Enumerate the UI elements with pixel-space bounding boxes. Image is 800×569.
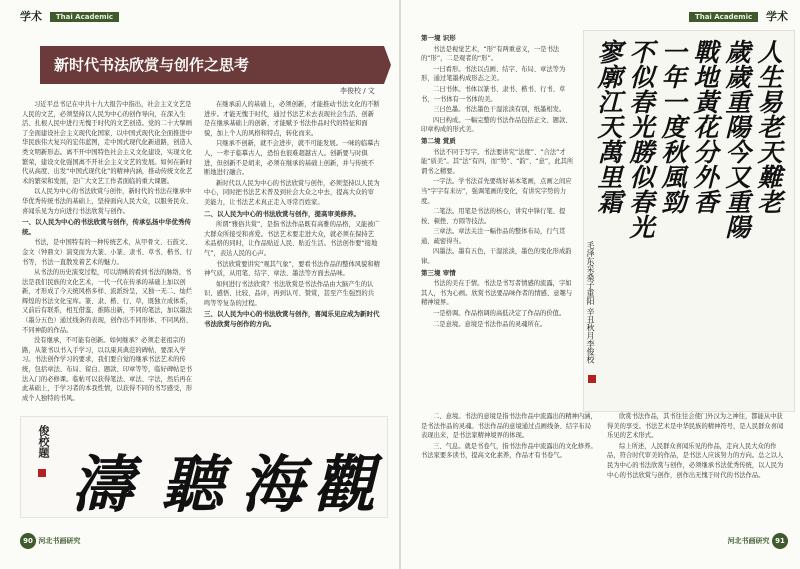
scroll-column: 寥廓江天萬里霜	[594, 39, 623, 214]
paragraph: 所谓“雅俗共赏”，是指书法作品既有高雅的品格，又能被广大群众所接受和喜爱。书法艺术要走进大众，就必须在保持艺术品格的同时，让作品贴近人民、贴近生活。书法创作要“接地气”，表达人民的心声。	[204, 221, 380, 257]
paragraph: 书法的美在于情。书法是书写者情感的流露，字如其人，书为心画。欣赏书法要品味作者的情感、意趣与精神境界。	[421, 280, 573, 307]
left-footer-label: 河北书画研究	[38, 537, 81, 545]
calligraphy-char: 觀	[313, 448, 376, 518]
right-page	[401, 0, 800, 569]
red-seal-stamp	[38, 469, 46, 477]
scroll-column: 人生易老天難老	[754, 39, 783, 214]
paragraph: 如何进行书法欣赏？书法欣赏是书法作品由大脑产生的认识、感悟、比较、品评，再到认可、赞赏，甚至产生强烈的共鸣等等复杂的过程。	[204, 280, 375, 307]
section-heading: 二、以人民为中心的书法欣赏与创作，提高审美修养。	[204, 209, 360, 218]
right-footer	[728, 533, 788, 551]
right-footer-label: 河北书画研究	[727, 537, 770, 545]
section-heading: 三、以人民为中心的书法欣赏与创作，喜闻乐见应成为新时代书法欣赏与创作的方向。	[204, 310, 380, 329]
paragraph: 从书法的历史演变过程，可以清晰的看到书法的脉络，书法是我们民族的文化艺术，一代一代在传承的基础上加以创新，才形成了今天统风格多样、流派纷呈，又独一无二、灿烂辉煌的书法文化宝库。篆、隶、楷、行、草，既独立成体系，又前后有联系，相互借鉴，推陈出新，不同的笔法，加以墨法（墨分五色）通过线条的表现，创作出不同形体、不同风格、不同神韵的作品。	[22, 269, 193, 334]
paragraph: 欣赏书法作品，其书往往会使门外汉为之神往，都能从中获得美的享受。书法艺术是中华民族的精神符号，是人民群众喜闻乐见的艺术形式。	[607, 413, 784, 440]
paragraph: 二、意境。书法的意境是指书法作品中流露出的精神内涵，是书法作品的灵魂。书法作品的意境通过点画线条、结字布局表现出来，是书法家精神境界的体现。	[421, 413, 597, 440]
left-column-2	[204, 100, 380, 412]
paragraph: 四墨法。墨有五色，干湿浓淡，墨色的变化形成韵律。	[421, 248, 572, 266]
paragraph: 二是意境。意境是书法作品的灵魂所在。	[433, 320, 547, 328]
paragraph: 三、气息。就是书卷气，指书法作品中流露出的文化修养。书法家要多读书，提高文化素养，作品才有书卷气。	[421, 442, 597, 460]
section-heading: 第一境 识形	[421, 34, 456, 42]
right-bottom-column-1	[421, 412, 597, 528]
paragraph: 习近平总书记在中共十九大报告中指出，社会主义文艺是人民的文艺，必须坚持以人民为中心的创作导向，在深入生活、扎根人民中进行无愧于时代的文艺创造。党的二十大擘画了全面建设社会主义现代化国家、以中国式现代化全面推进中华民族伟大复兴的宏伟蓝图，走中国式现代化新道路，创造人类文明新形态。离不开中国特色社会主义文化建设，实现文化繁荣，建设文化强国离不开社会主义文艺的发展。如何在新时代从高度、出发“中国式现代化”的精神内涵，推动传统文化艺术的繁荣和发展，是广大文艺工作者面临的重大课题。	[22, 101, 193, 185]
calligraphy-char: 濤	[71, 448, 134, 518]
right-section-tag: Thai Academic	[689, 12, 758, 22]
paragraph: 书法是视觉艺术，“形”有两重意义，一是书法的“形”，二是观者的“形”。	[421, 45, 560, 63]
paragraph: 以人民为中心的书法欣赏与创作，新时代的书法在继承中华优秀传统书法的基础上，坚持面向人民大众，以服务民众、喜闻乐见为方向进行书法欣赏与创作。	[22, 188, 193, 215]
paragraph: 在继承前人的基础上，必须创新，才能推动书法文化的不断进步。才能无愧于时代，通过书法艺术去表现社会生活、创新是在继承基础上的创新，才能赋予书法作品时代的特征和面貌，加上个人的风格和特点，转化而来。	[204, 101, 380, 137]
left-header	[20, 8, 123, 26]
article-author: 李俊校 / 文	[340, 87, 375, 95]
calligraphy-scroll	[583, 30, 795, 412]
left-footer	[20, 533, 80, 551]
left-page	[0, 0, 399, 569]
right-column-1	[421, 32, 577, 404]
red-seal-stamp	[588, 375, 596, 383]
paragraph: 一曰看形。书法以点画、结字、布局、章法等为形，通过笔墨构成形态之美。	[421, 65, 566, 83]
paragraph: 二笔法。用笔是书法的核心，讲究中锋行笔、提按、顿挫、方圆等技法。	[421, 208, 566, 225]
section-heading: 一、以人民为中心的书法欣赏与创作，传承弘扬中华优秀传统。	[22, 218, 191, 236]
paragraph: 只继承不创新，就不会进步，就不可能发展。一味的临摹古人，一辈子临摹古人，恐怕也很难超越古人。创新要与时俱进，但创新不是胡来，必须在继承的基础上创新，并与传统不断地进行融合。	[204, 140, 380, 177]
paragraph: 一字法。学书法首先要练好基本笔画，点画之间应当“字字有来历”，强调笔画的变化，有讲究字势的力度。	[421, 178, 572, 205]
calligraphy-char: 海	[241, 448, 304, 518]
paragraph: 新时代以人民为中心的书法欣赏与创作，必须坚持以人民为中心，同时把书法艺术普及到社会大众之中去，提高大众的审美能力，让书法艺术真正走入寻常百姓家。	[204, 179, 380, 206]
scroll-inscription: 毛泽东采桑子重阳 辛丑秋月李俊校	[586, 241, 595, 364]
right-page-number: 91	[772, 533, 788, 549]
paragraph: 综上所述，人民群众喜闻乐见的作品，走向人民大众的作品，符合时代审美的作品，是书法人应该努力的方向。总之以人民为中心的书法欣赏与创作，必须继承书法优秀传统，以人民为中心的书法欣赏与创作，创作出无愧于时代的书法作品。	[607, 442, 784, 479]
paragraph: 三章法。章法关注一幅作品的整体布局，行气贯通、疏密得当。	[421, 228, 566, 245]
paragraph: 四曰构成。一幅完整的书法作品包括正文、题款、印章构成的形式美。	[421, 116, 572, 134]
paragraph: 书法，是中国特有的一种传统艺术，从甲骨文、石鼓文、金文（钟鼎文）演变而为大篆、小篆、隶书、草书、楷书、行书等，书法一直散发着艺术的魅力。	[22, 239, 193, 266]
paragraph: 书法不同于写字。书法要讲究“法度”、“合法”才能“质美”。其“法”有四，而“势”、“韵”、“意”，此其所谓书之精要。	[421, 148, 574, 175]
calligraphy-char: 聽	[161, 448, 224, 518]
article-title: 新时代书法欣赏与创作之思考	[54, 56, 250, 74]
paragraph: 没有继承，不可能有创新。如何继承？必须走老祖宗的路，从篆书以书入手学习，以以康具典范的碑帖，要深入学习。书法创作学习的要求，我们要自觉的继承书法艺术的传统，包括章法、布局、留白、题款、印章等等，临好碑帖是书法入门的必修课。临帖可以获得笔法、章法、字法，然后再在此基础上，于学习者的本我性情，以获得不同的书写感受，形成个人独特的书风。	[22, 337, 193, 402]
left-page-number: 90	[20, 533, 36, 549]
right-bottom-column-2	[607, 412, 787, 528]
calligraphy-signature: 俊校题	[37, 425, 50, 458]
right-header	[685, 8, 788, 26]
left-section-tag: Thai Academic	[50, 12, 119, 22]
right-section-label: 学术	[766, 10, 788, 23]
article-title-banner	[40, 46, 384, 84]
paragraph: 一是格调。作品格调的高低决定了作品的价值。	[433, 310, 566, 318]
left-section-label: 学术	[20, 10, 42, 23]
paragraph: 书法欣赏要讲究“观其气象”，要看书法作品的整体风貌和精神气质，从用笔、结字、章法、墨法等方面去品味。	[204, 260, 380, 278]
scroll-column: 不似春光勝似春光	[626, 39, 655, 239]
paragraph: 二曰书体。书体以篆书、隶书、楷书、行书、草书，一书体有一书体的美。	[421, 85, 566, 103]
calligraphy-artwork	[20, 416, 388, 518]
section-heading: 第三境 审情	[421, 268, 456, 277]
paragraph: 三曰色墨。书法墨色干湿浓淡有别，纸墨相发。	[433, 106, 566, 114]
scroll-column: 一年一度秋風勁	[658, 39, 687, 214]
scroll-column: 歲歲重陽今又重陽	[722, 39, 751, 239]
section-heading: 第二境 赏质	[421, 136, 456, 145]
scroll-column: 戰地黃花分外香	[690, 39, 719, 214]
left-column-1	[22, 100, 194, 412]
